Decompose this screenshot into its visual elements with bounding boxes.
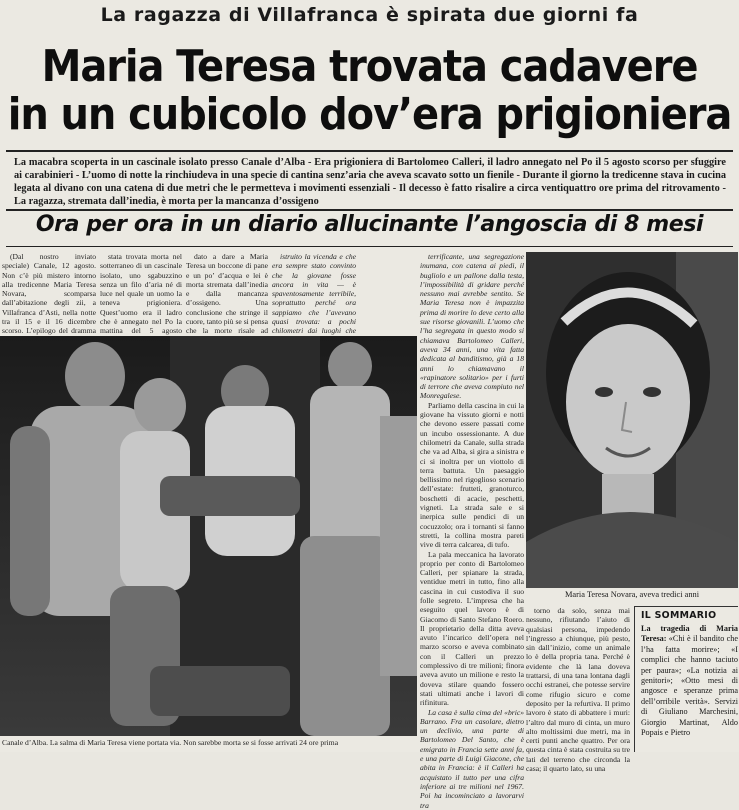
article-column-6	[526, 606, 630, 774]
main-headline-line-2: in un cubicolo dov’era prigioniera	[7, 90, 732, 140]
photo-caption: Canale d’Alba. La salma di Maria Teresa viene portata via. Non sarebbe morta se si fosse arrivati 24 ore prima	[2, 738, 339, 747]
divider-rule	[6, 246, 733, 247]
column-text: istruito la vicenda e che era sempre stato convinto che la giovane fosse ancora in vita — è spaventosamente terribile, soprattutto perché ora sappiamo che l’avevano quasi trovata: a pochi chilometri dai luoghi che	[272, 252, 356, 336]
column-text: La pala meccanica ha lavorato proprio per conto di Bartolomeo Calleri, per spianare la strada, ventidue metri in tutto, fino alla cascina in cui custodiva il suo folle segreto. L’impresa che ha eseguito quel lavoro è di Giacomo di Santo Stefano Roero. Il proprietario della ditta aveva avuto l’incarico dell’opera nel marzo scorso e aveva combinato con il Calleri un prezzo complessivo di tre milioni; finora aveva avuto un milione e resto la doveva stilare quando fossero stati ultimati anche i lavori di rifinitura.	[420, 549, 524, 708]
column-text: terrificante, una segregazione inumana, con catena ai piedi, il bugliolo e un pallone dalla testa, l’impossibilità di gridare perché nessuno mai avrebbe sentito. Se Maria Teresa non è impazzita prima di morire lo deve certo alla sue risorse giovanili. L’uomo che l’ha segregata in questo modo si chiamava Bartolomeo Calleri, aveva 34 anni, una vita fatta dedicata al banditismo, già a 18 anni lo chiamavano il «rapinatore solitario» per i furti di terrore che aveva compiuto nel Monregalese.	[420, 252, 524, 401]
sommario-text: «Chi è il bandito che l’ha fatta morire»; «I complici che hanno taciuto per paura»; «La notizia ai genitori»; «Otto mesi di angosce e speranze prima dell’orribile verità». Servizi di Giuliano Marchesini, Giorgio Martinat, Aldo Popais e Pietro	[641, 634, 739, 738]
column-text: La casa è sulla cima del «bric» Barrano. Fra un casolare, dietro un declivio, una parte di Bartolomeo Del Santo, che è emigrato in Francia sette anni fa, e una parte di Luigi Giacone, che abita in Francia: è il Calleri ha acquistato il tutto per una cifra inferiore ai tre milioni nel 1967. Poi ha incominciato a lavorarvi tra	[420, 707, 524, 810]
column-text: torno da solo, senza mai nessuno, rifiutando l’aiuto di qualsiasi persona, impedendo l’ingresso a chiunque, più pesto, sin dall’inizio, come un animale lo è della propria tana. Perché è evidente che là lana doveva trattarsi, di una tana lontana dagli occhi estranei, che potesse servire come rifugio sicuro e come deposito per la refurtiva. Il primo lavoro è stato di abbattere i muri: l’altro dal muro di cinta, un muro alto moltissimi due metri, ma in certi punti anche quattro. Per ora questa cinta è stata costruita su tre lati del terreno che circonda la casa; il quarto lato, su una	[526, 606, 630, 774]
news-photo-recovery-scene	[0, 336, 417, 736]
article-column-1	[2, 252, 96, 334]
portrait-caption: Maria Teresa Novara, aveva tredici anni	[564, 590, 700, 599]
divider-rule	[6, 209, 733, 211]
column-text: Parliamo della cascina in cui la giovane ha vissuto giorni e notti che devono essere passati come un incubo ossessionante. A due chilometri da Canale, sulla strada che va ad Alba, si gira a sinistra e ci si inoltra per un viottolo di terra battuta. Un paesaggio bellissimo nel rigoglioso scenario dell’estate: frutteti, granoturco, boschetti di acacie, peschetti, vigneti. La strada sale e si inerpica sulle pendici di un cocuzzolo; ora i tornanti si fanno stretti, la collina mostra pareti vive di terra calcarea, di tufo.	[420, 400, 524, 550]
main-headline-line-1: Maria Teresa trovata cadavere	[41, 42, 698, 92]
kicker-headline: La ragazza di Villafranca è spirata due giorni fa	[100, 4, 639, 26]
article-column-3	[186, 252, 268, 334]
sommario-box	[634, 606, 738, 752]
column-text: stata trovata morta nel sotterraneo di un cascinale isolato, uno sgabuzzino senza un filo d’aria né di luce nel quale un uomo la teneva prigioniera. Quest’uomo era il ladro che è annegato nel Po la mattina del 5 agosto	[100, 252, 182, 336]
portrait-photo	[526, 252, 738, 588]
article-column-4	[272, 252, 356, 334]
sommario-body	[641, 624, 738, 738]
subheadline: Ora per ora in un diario allucinante l’angoscia di 8 mesi	[35, 212, 704, 237]
column-text: dato a dare a Maria Teresa un boccone di pane e un po’ d’acqua e lei è morta stremata dall’inedia e dalla mancanza d’ossigeno. Una conclusione che stringe il cuore, tanto più se si pensa che la morte risale ad	[186, 252, 268, 336]
divider-rule	[6, 150, 733, 152]
summary-paragraph: La macabra scoperta in un cascinale isolato presso Canale d’Alba - Era prigioniera di Bartolomeo Calleri, il ladro annegato nel Po il 5 agosto scorso per sfuggire ai carabinieri - L’uomo di notte la rinchiudeva in una specie di cantina senz’aria che aveva scavato sotto un fienile - Durante il giorno la tredicenne stava in cucina legata al divano con una catena di due metri che le permetteva i movimenti essenziali - Il decesso è fatto risalire a circa ventiquattro ore prima del ritrovamento - La ragazza, stremata dall’inedia, è morta per la mancanza d’ossigeno	[14, 157, 726, 208]
column-text: (Dal nostro inviato speciale) Canale, 12 agosto. Non c’è più mistero intorno alla tredicenne Maria Teresa Novara, scomparsa dall’abitazione degli zii, a Villafranca d’Asti, nella notte tra il 15 e il 16 dicembre scorso. L’epilogo del dramma	[2, 252, 96, 336]
article-column-2	[100, 252, 182, 334]
sommario-lead: La tragedia di Maria Teresa:	[641, 624, 738, 644]
sommario-title: IL SOMMARIO	[641, 610, 717, 621]
article-column-5	[420, 252, 524, 810]
